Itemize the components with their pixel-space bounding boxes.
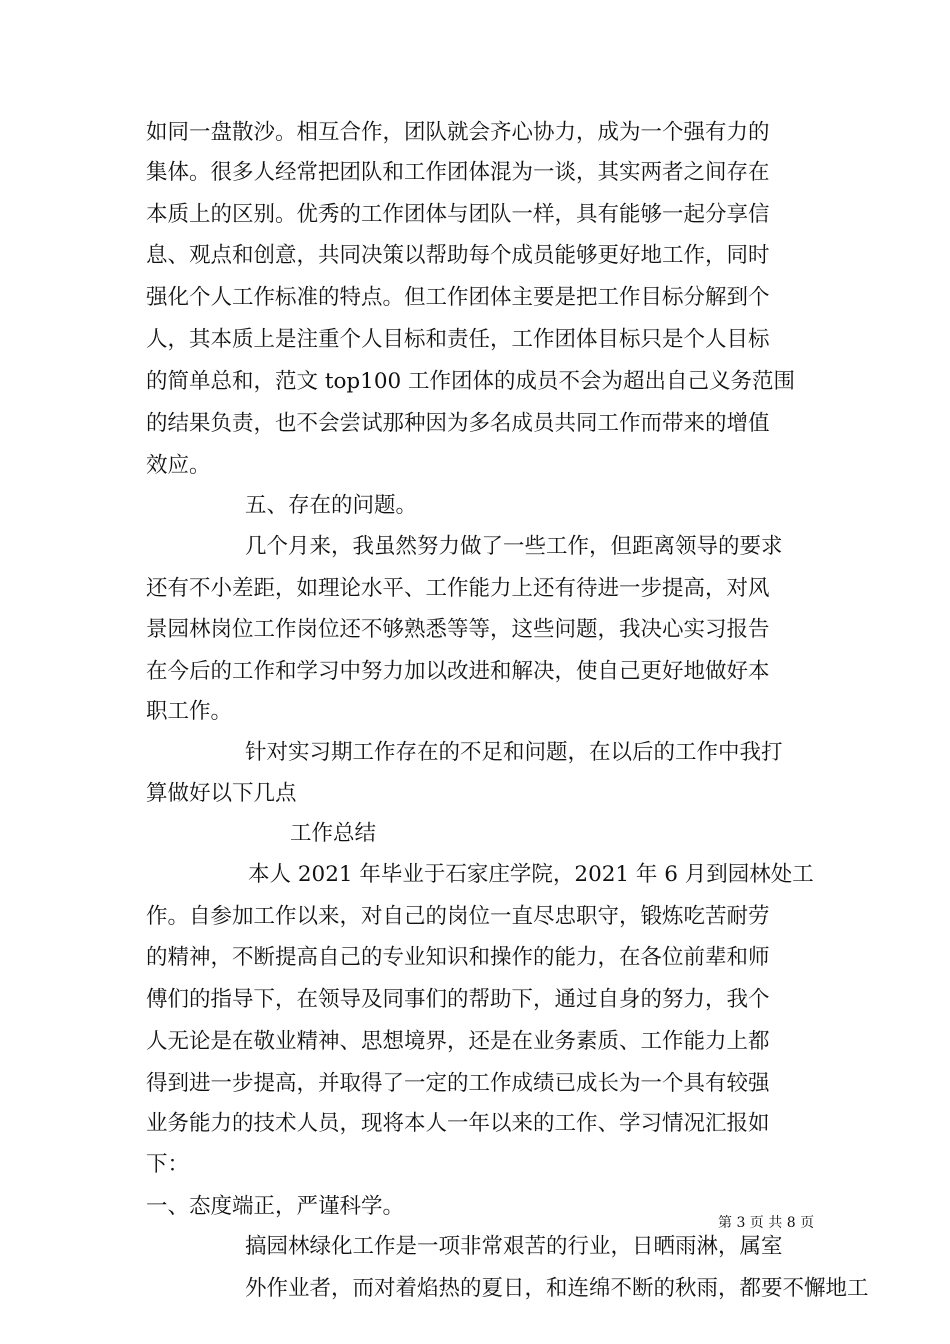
- paragraph-line: 的精神，不断提高自己的专业知识和操作的能力，在各位前辈和师: [146, 945, 770, 970]
- paragraph-line: 几个月来，我虽然努力做了一些工作，但距离领导的要求: [245, 534, 783, 559]
- paragraph-line: 外作业者，而对着焰热的夏日，和连绵不断的秋雨，都要不懈地工: [245, 1276, 869, 1301]
- paragraph-line: 搞园林绿化工作是一项非常艰苦的行业，日晒雨淋，属室: [245, 1234, 783, 1259]
- paragraph-line: 傅们的指导下，在领导及同事们的帮助下，通过自身的努力，我个: [146, 987, 770, 1012]
- paragraph-line: 如同一盘散沙。相互合作，团队就会齐心协力，成为一个强有力的: [146, 120, 770, 145]
- paragraph-line: 算做好以下几点: [146, 781, 297, 806]
- paragraph-line: 职工作。: [146, 699, 233, 724]
- title-line: 工作总结: [290, 821, 377, 846]
- paragraph-line: 集体。很多人经常把团队和工作团体混为一谈，其实两者之间存在: [146, 160, 770, 185]
- paragraph-line: 景园林岗位工作岗位还不够熟悉等等，这些问题，我决心实习报告: [146, 617, 770, 642]
- page-number: 第 3 页 共 8 页: [718, 1215, 815, 1231]
- paragraph-line: 在今后的工作和学习中努力加以改进和解决，使自己更好地做好本: [146, 659, 770, 684]
- heading-line: 一、态度端正，严谨科学。: [146, 1194, 405, 1219]
- paragraph-line: 本质上的区别。优秀的工作团体与团队一样，具有能够一起分享信: [146, 202, 770, 227]
- paragraph-line: 得到进一步提高，并取得了一定的工作成绩已成长为一个具有较强: [146, 1071, 770, 1096]
- paragraph-line: 的结果负责，也不会尝试那种因为多名成员共同工作而带来的增值: [146, 411, 770, 436]
- paragraph-line: 业务能力的技术人员，现将本人一年以来的工作、学习情况汇报如: [146, 1111, 770, 1136]
- paragraph-line: 人无论是在敬业精神、思想境界，还是在业务素质、工作能力上都: [146, 1029, 770, 1054]
- paragraph-line: 的简单总和，范文 top100 工作团体的成员不会为超出自己义务范围: [146, 369, 796, 394]
- paragraph-line: 下：: [146, 1152, 190, 1177]
- paragraph-line: 效应。: [146, 453, 211, 478]
- paragraph-line: 本人 2021 年毕业于石家庄学院，2021 年 6 月到园林处工: [248, 862, 814, 887]
- paragraph-line: 强化个人工作标准的特点。但工作团体主要是把工作目标分解到个: [146, 285, 770, 310]
- paragraph-line: 息、观点和创意，共同决策以帮助每个成员能够更好地工作，同时: [146, 243, 770, 268]
- paragraph-line: 针对实习期工作存在的不足和问题，在以后的工作中我打: [245, 740, 783, 765]
- paragraph-line: 人，其本质上是注重个人目标和责任，工作团体目标只是个人目标: [146, 327, 770, 352]
- heading-line: 五、存在的问题。: [245, 493, 418, 518]
- paragraph-line: 还有不小差距，如理论水平、工作能力上还有待进一步提高，对风: [146, 576, 770, 601]
- paragraph-line: 作。自参加工作以来，对自己的岗位一直尽忠职守，锻炼吃苦耐劳: [146, 904, 770, 929]
